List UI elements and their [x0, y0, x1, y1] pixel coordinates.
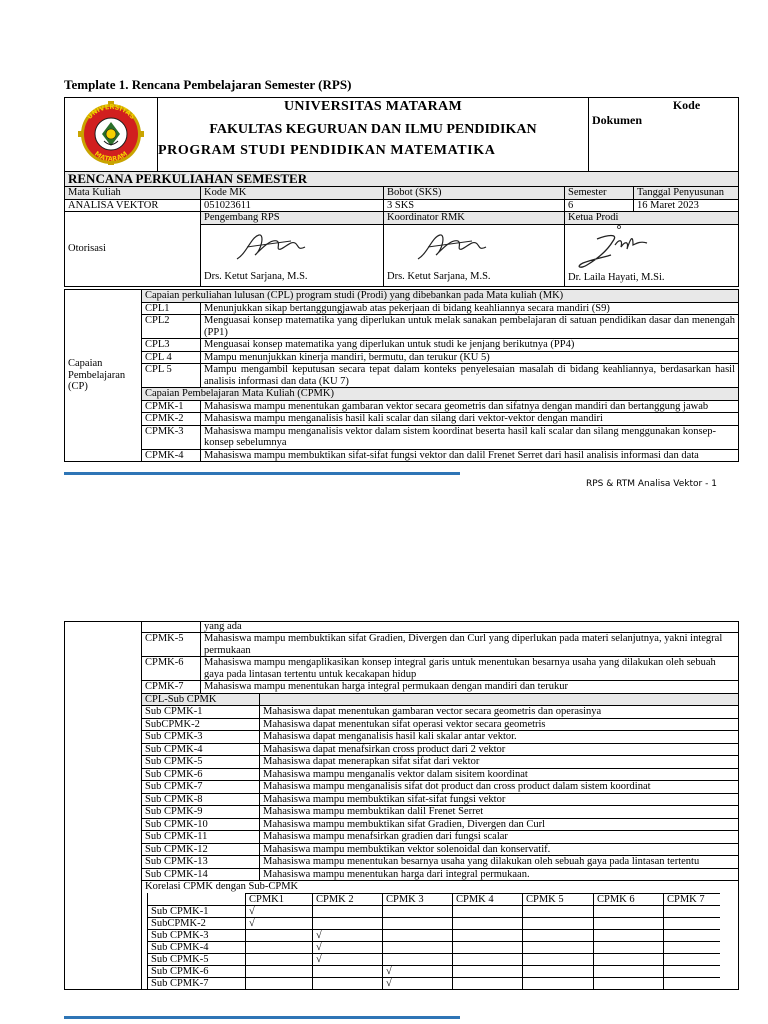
sub-cpmk-code: Sub CPMK-7 [142, 781, 260, 794]
cp-table [64, 289, 739, 462]
cpl-code: CPL 4 [142, 351, 201, 364]
cpmk-code: CPMK-2 [142, 413, 201, 426]
sub-cpmk-text: Mahasiswa mampu menentukan besarnya usaha yang dilakukan oleh sebuah gaya pada lintasan tertentu [260, 856, 739, 869]
korelasi-check-cell [313, 905, 383, 917]
korelasi-check-cell [594, 953, 664, 965]
korelasi-col-header: CPMK 7 [664, 893, 720, 905]
header-table [64, 97, 739, 172]
korelasi-col-header: CPMK 6 [594, 893, 664, 905]
korelasi-check-cell [523, 977, 594, 989]
program-name: PROGRAM STUDI PENDIDIKAN MATEMATIKA [158, 143, 496, 158]
korelasi-check-cell [313, 965, 383, 977]
korelasi-check-cell [246, 977, 313, 989]
sub-cpmk-code: Sub CPMK-8 [142, 793, 260, 806]
korelasi-check-cell [664, 965, 720, 977]
cpmk-text: Mahasiswa mampu menganalisis hasil kali scalar dan silang dari vektor-vektor dengan mandiri [201, 413, 739, 426]
cpmk-text: Mahasiswa mampu membuktikan sifat Gradien, Divergen dan Curl yang diperlukan pada materi selanjutnya, yakni integral permukaan [201, 633, 739, 657]
faculty-name: FAKULTAS KEGURUAN DAN ILMU PENDIDIKAN [209, 122, 537, 137]
cpmk-code: CPMK-6 [142, 657, 201, 681]
sub-cpmk-text: Mahasiswa mampu menafsirkan gradien dari fungsi scalar [260, 831, 739, 844]
label-kode-mk: Kode MK [201, 187, 384, 200]
signature-icon [414, 229, 494, 263]
doc-code-label: Kode [672, 98, 701, 112]
sub-cpmk-code: Sub CPMK-6 [142, 768, 260, 781]
korelasi-check-cell [664, 941, 720, 953]
korelasi-row-label: Sub CPMK-7 [148, 977, 246, 989]
signature-icon [567, 225, 657, 271]
korelasi-check-cell [453, 941, 523, 953]
cpl-text: Mampu mengambil keputusan secara tepat dalam konteks penyelesaian masalah di bidang keahliannya, berdasarkan hasil analisis informasi dan data (KU 7) [201, 364, 739, 388]
korelasi-row [148, 965, 720, 977]
korelasi-check-cell [313, 941, 383, 953]
cpl-text: Menguasai konsep matematika yang diperlukan untuk studi ke jenjang berikutnya (PP4) [201, 339, 739, 352]
cp-label: Capaian Pembelajaran (CP) [65, 290, 142, 462]
label-mata-kuliah: Mata Kuliah [65, 187, 201, 200]
sub-cpmk-text: Mahasiswa mampu membuktikan vektor solenoidal dan konservatif. [260, 843, 739, 856]
rps-info-table [64, 171, 739, 287]
doc-code-label-2: Dokumen [592, 113, 643, 127]
sub-cpmk-code: Sub CPMK-4 [142, 743, 260, 756]
sub-cpmk-code: Sub CPMK-9 [142, 806, 260, 819]
korelasi-check-cell [246, 905, 313, 917]
footer-divider [64, 1016, 460, 1019]
value-kode-mk: 051023611 [201, 199, 384, 212]
korelasi-check-cell [664, 977, 720, 989]
cpmk-code: CPMK-3 [142, 425, 201, 449]
korelasi-row [148, 905, 720, 917]
sub-cpmk-text: Mahasiswa dapat menentukan sifat operasi vektor secara geometris [260, 718, 739, 731]
korelasi-check-cell [523, 953, 594, 965]
korelasi-row-label: Sub CPMK-5 [148, 953, 246, 965]
page-footer: RPS & RTM Analisa Vektor - 1 [586, 479, 717, 489]
cpl-header: Capaian perkuliahan lulusan (CPL) program studi (Prodi) yang dibebankan pada Mata kuliah (MK) [142, 290, 739, 303]
cpmk-header: Capaian Pembelajaran Mata Kuliah (CPMK) [142, 388, 739, 401]
cpmk-text-continued: yang ada [201, 622, 739, 633]
korelasi-cell [142, 881, 739, 990]
check-mark-icon: √ [316, 929, 322, 941]
korelasi-row [148, 941, 720, 953]
sub-cpmk-code: Sub CPMK-11 [142, 831, 260, 844]
document-title: Template 1. Rencana Pembelajaran Semester (RPS) [64, 77, 352, 92]
korelasi-row-label: Sub CPMK-3 [148, 929, 246, 941]
university-name: UNIVERSITAS MATARAM [284, 99, 462, 114]
cp-label-continued [65, 622, 142, 990]
cpl-text: Mampu menunjukkan kinerja mandiri, bermutu, dan terukur (KU 5) [201, 351, 739, 364]
cpmk-code: CPMK-5 [142, 633, 201, 657]
logo-text-top: UNIVERSITAS [85, 102, 137, 121]
label-pengembang: Pengembang RPS [201, 212, 384, 225]
sub-cpmk-code: Sub CPMK-10 [142, 818, 260, 831]
korelasi-check-cell [383, 905, 453, 917]
korelasi-check-cell [246, 929, 313, 941]
korelasi-check-cell [664, 905, 720, 917]
sub-cpmk-text: Mahasiswa mampu menentukan harga dari integral permukaan. [260, 868, 739, 881]
sub-cpmk-text: Mahasiswa dapat menentukan gambaran vector secara geometris dan operasinya [260, 706, 739, 719]
cpmk-code: CPMK-7 [142, 681, 201, 694]
korelasi-row-label: Sub CPMK-4 [148, 941, 246, 953]
cpmk-code: CPMK-4 [142, 449, 201, 462]
korelasi-col-header: CPMK 2 [313, 893, 383, 905]
korelasi-check-cell [313, 977, 383, 989]
sub-cpmk-code: Sub CPMK-5 [142, 756, 260, 769]
label-koordinator: Koordinator RMK [384, 212, 565, 225]
sub-cpmk-text: Mahasiswa mampu menganalis vektor dalam sisitem koordinat [260, 768, 739, 781]
korelasi-check-cell [523, 917, 594, 929]
sub-cpmk-code: Sub CPMK-14 [142, 868, 260, 881]
korelasi-col-header: CPMK1 [246, 893, 313, 905]
sub-cpmk-header: CPL-Sub CPMK [142, 693, 260, 706]
korelasi-check-cell [594, 941, 664, 953]
label-ketua-prodi: Ketua Prodi [565, 212, 739, 225]
korelasi-check-cell [246, 953, 313, 965]
korelasi-check-cell [594, 977, 664, 989]
value-tanggal: 16 Maret 2023 [634, 199, 739, 212]
korelasi-check-cell [594, 965, 664, 977]
korelasi-row [148, 929, 720, 941]
korelasi-check-cell [383, 977, 453, 989]
cpmk-text: Mahasiswa mampu membuktikan sifat-sifat fungsi vektor dan dalil Frenet Serret dari hasil analisis informasi dan data [201, 449, 739, 462]
sub-cpmk-code: Sub CPMK-13 [142, 856, 260, 869]
university-logo-icon [71, 101, 151, 165]
pengembang-name: Drs. Ketut Sarjana, M.S. [204, 271, 308, 282]
korelasi-check-cell [453, 929, 523, 941]
ketua-name: Dr. Laila Hayati, M.Si. [568, 272, 665, 283]
korelasi-row-label: SubCPMK-2 [148, 917, 246, 929]
korelasi-check-cell [594, 917, 664, 929]
ketua-signature-cell [565, 224, 739, 286]
korelasi-check-cell [453, 977, 523, 989]
korelasi-check-cell [664, 917, 720, 929]
sub-cpmk-code: Sub CPMK-12 [142, 843, 260, 856]
cpl-code: CPL 5 [142, 364, 201, 388]
cpmk-code: CPMK-1 [142, 400, 201, 413]
sub-cpmk-text: Mahasiswa mampu membuktikan sifat-sifat fungsi vektor [260, 793, 739, 806]
korelasi-row [148, 977, 720, 989]
korelasi-table [147, 893, 720, 989]
sub-cpmk-text: Mahasiswa mampu membuktikan dalil Frenet Serret [260, 806, 739, 819]
check-mark-icon: √ [386, 965, 392, 977]
cpl-text: Menguasai konsep matematika yang diperlukan untuk melak sanakan pembelajaran di satuan pendidikan dasar dan menengah (PP1) [201, 315, 739, 339]
korelasi-check-cell [664, 953, 720, 965]
otorisasi-label: Otorisasi [65, 212, 201, 287]
value-semester: 6 [565, 199, 634, 212]
footer-divider [64, 472, 460, 475]
label-tanggal: Tanggal Penyusunan [634, 187, 739, 200]
check-mark-icon: √ [249, 905, 255, 917]
cpl-code: CPL1 [142, 302, 201, 315]
check-mark-icon: √ [386, 977, 392, 989]
korelasi-check-cell [523, 905, 594, 917]
korelasi-col-header: CPMK 3 [383, 893, 453, 905]
korelasi-check-cell [523, 965, 594, 977]
sub-cpmk-text: Mahasiswa mampu menganalisis sifat dot product dan cross product dalam sistem koordinat [260, 781, 739, 794]
korelasi-col-header: CPMK 5 [523, 893, 594, 905]
rps-title: RENCANA PERKULIAHAN SEMESTER [65, 172, 739, 187]
logo-text-bottom: MATARAM [93, 149, 129, 163]
pengembang-signature-cell [201, 224, 384, 286]
sub-cpmk-text: Mahasiswa dapat menganalisis hasil kali skalar antar vektor. [260, 731, 739, 744]
korelasi-check-cell [453, 953, 523, 965]
korelasi-check-cell [664, 929, 720, 941]
label-semester: Semester [565, 187, 634, 200]
cpmk-text: Mahasiswa mampu menentukan harga integral permukaan dengan mandiri dan terukur [201, 681, 739, 694]
sub-cpmk-code: Sub CPMK-3 [142, 731, 260, 744]
korelasi-header: Korelasi CPMK dengan Sub-CPMK [145, 881, 299, 892]
korelasi-check-cell [313, 917, 383, 929]
korelasi-check-cell [523, 941, 594, 953]
korelasi-check-cell [594, 929, 664, 941]
korelasi-check-cell [453, 917, 523, 929]
korelasi-check-cell [313, 953, 383, 965]
value-mata-kuliah: ANALISA VEKTOR [65, 199, 201, 212]
koordinator-signature-cell [384, 224, 565, 286]
cp-table-continued [64, 621, 739, 990]
korelasi-check-cell [383, 953, 453, 965]
signature-icon [233, 229, 313, 263]
check-mark-icon: √ [316, 941, 322, 953]
value-bobot: 3 SKS [384, 199, 565, 212]
korelasi-check-cell [313, 929, 383, 941]
korelasi-check-cell [594, 905, 664, 917]
korelasi-check-cell [246, 917, 313, 929]
korelasi-check-cell [246, 941, 313, 953]
korelasi-check-cell [383, 941, 453, 953]
korelasi-col-header: CPMK 4 [453, 893, 523, 905]
sub-cpmk-text: Mahasiswa dapat menerapkan sifat sifat dari vektor [260, 756, 739, 769]
korelasi-check-cell [523, 929, 594, 941]
cpl-code: CPL3 [142, 339, 201, 352]
sub-cpmk-text: Mahasiswa mampu membuktikan sifat Gradien, Divergen dan Curl [260, 818, 739, 831]
korelasi-row [148, 917, 720, 929]
korelasi-check-cell [383, 929, 453, 941]
korelasi-check-cell [453, 905, 523, 917]
sub-cpmk-code: Sub CPMK-1 [142, 706, 260, 719]
sub-cpmk-text: Mahasiswa dapat menafsirkan cross product dari 2 vektor [260, 743, 739, 756]
cpl-code: CPL2 [142, 315, 201, 339]
korelasi-row-label: Sub CPMK-1 [148, 905, 246, 917]
koordinator-name: Drs. Ketut Sarjana, M.S. [387, 271, 491, 282]
label-bobot: Bobot (SKS) [384, 187, 565, 200]
logo-cell [65, 98, 158, 172]
korelasi-check-cell [383, 917, 453, 929]
korelasi-row [148, 953, 720, 965]
korelasi-check-cell [453, 965, 523, 977]
korelasi-check-cell [383, 965, 453, 977]
check-mark-icon: √ [249, 917, 255, 929]
check-mark-icon: √ [316, 953, 322, 965]
cpmk-text: Mahasiswa mampu menentukan gambaran vektor secara geometris dan sifatnya dengan mandiri dan bertanggung jawab [201, 400, 739, 413]
sub-cpmk-code: SubCPMK-2 [142, 718, 260, 731]
korelasi-check-cell [246, 965, 313, 977]
korelasi-row-label: Sub CPMK-6 [148, 965, 246, 977]
cpmk-text: Mahasiswa mampu menganalisis vektor dalam sistem koordinat beserta hasil kali scalar dan silang menggunakan konsep-konsep sebelumnya [201, 425, 739, 449]
cpl-text: Menunjukkan sikap bertanggungjawab atas pekerjaan di bidang keahliannya secara mandiri (S9) [201, 302, 739, 315]
cpmk-text: Mahasiswa mampu mengaplikasikan konsep integral garis untuk menentukan besarnya usaha yang dilakukan oleh sebuah gaya pada lintasan tertentu untuk kecakapan hidup [201, 657, 739, 681]
